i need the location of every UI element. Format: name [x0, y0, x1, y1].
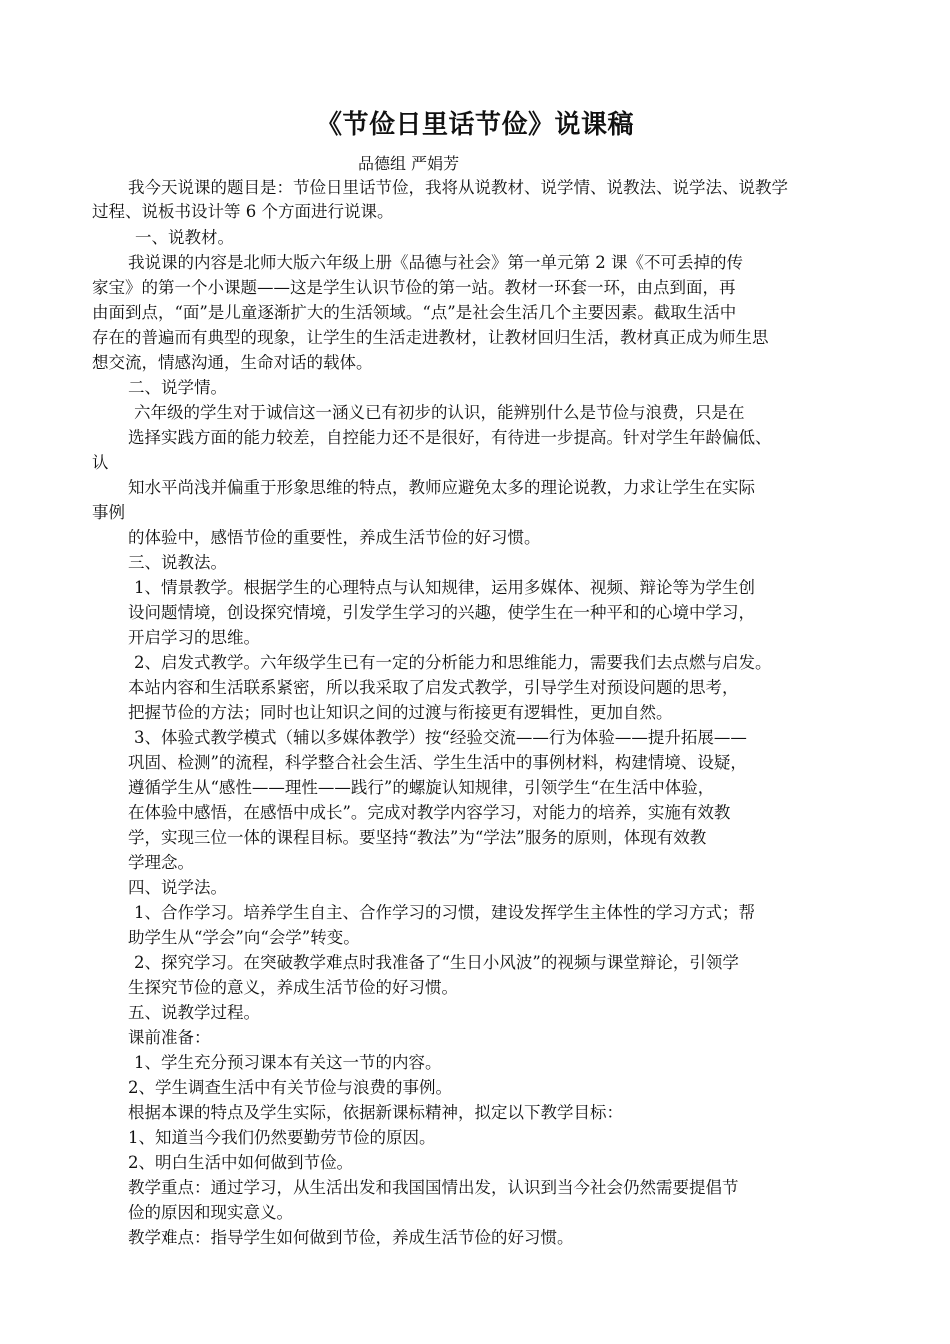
paragraph-line: 设问题情境，创设探究情境，引发学生学习的兴趣，使学生在一种平和的心境中学习，: [128, 603, 755, 622]
paragraph-line: 3、体验式教学模式（辅以多媒体教学）按“经验交流——行为体验——提升拓展——: [134, 728, 747, 747]
paragraph-line: 2、启发式教学。六年级学生已有一定的分析能力和思维能力，需要我们去点燃与启发。: [134, 653, 772, 672]
paragraph-line: 1、知道当今我们仍然要勤劳节俭的原因。: [128, 1128, 436, 1147]
paragraph-line: 学，实现三位一体的课程目标。要坚持“教法”为“学法”服务的原则，体现有效教: [128, 828, 707, 847]
paragraph-line: 的体验中，感悟节俭的重要性，养成生活节俭的好习惯。: [128, 528, 541, 547]
paragraph-line: 过程、说板书设计等 6 个方面进行说课。: [92, 202, 394, 221]
paragraph-line: 六年级的学生对于诚信这一涵义已有初步的认识，能辨别什么是节俭与浪费，只是在: [134, 403, 745, 422]
paragraph-line: 认: [92, 453, 109, 472]
paragraph-line: 助学生从“学会”向“会学”转变。: [128, 928, 360, 947]
paragraph-line: 2、明白生活中如何做到节俭。: [128, 1153, 353, 1172]
paragraph-line: 教学重点：通过学习，从生活出发和我国国情出发，认识到当今社会仍然需要提倡节: [128, 1178, 739, 1197]
paragraph-line: 在体验中感悟，在感悟中成长”。完成对教学内容学习，对能力的培养，实施有效教: [128, 803, 731, 822]
paragraph-line: 事例: [92, 503, 125, 522]
paragraph-line: 遵循学生从“感性——理性——践行”的螺旋认知规律，引领学生“在生活中体验，: [128, 778, 715, 797]
paragraph-line: 巩固、检测”的流程，科学整合社会生活、学生生活中的事例材料，构建情境、设疑，: [128, 753, 747, 772]
paragraph-line: 学理念。: [128, 853, 194, 872]
page-title: 《节俭日里话节俭》说课稿: [315, 110, 634, 140]
paragraph-line: 知水平尚浅并偏重于形象思维的特点，教师应避免太多的理论说教，力求让学生在实际: [128, 478, 755, 497]
section-heading: 三、说教法。: [128, 553, 227, 572]
paragraph-line: 我今天说课的题目是：节俭日里话节俭，我将从说教材、说学情、说教法、说学法、说教学: [128, 178, 788, 197]
paragraph-line: 我说课的内容是北师大版六年级上册《品德与社会》第一单元第 2 课《不可丢掉的传: [128, 253, 743, 272]
section-heading: 四、说学法。: [128, 878, 227, 897]
paragraph-line: 2、学生调查生活中有关节俭与浪费的事例。: [128, 1078, 452, 1097]
paragraph-line: 把握节俭的方法；同时也让知识之间的过渡与衔接更有逻辑性，更加自然。: [128, 703, 673, 722]
paragraph-line: 想交流，情感沟通，生命对话的载体。: [92, 353, 373, 372]
section-heading: 五、说教学过程。: [128, 1003, 260, 1022]
section-heading: 二、说学情。: [128, 378, 227, 397]
paragraph-line: 1、情景教学。根据学生的心理特点与认知规律，运用多媒体、视频、辩论等为学生创: [134, 578, 755, 597]
paragraph-line: 根据本课的特点及学生实际，依据新课标精神，拟定以下教学目标：: [128, 1103, 623, 1122]
paragraph-line: 教学难点：指导学生如何做到节俭，养成生活节俭的好习惯。: [128, 1228, 574, 1247]
paragraph-line: 2、探究学习。在突破教学难点时我准备了“生日小风波”的视频与课堂辩论，引领学: [134, 953, 739, 972]
paragraph-line: 生探究节俭的意义，养成生活节俭的好习惯。: [128, 978, 458, 997]
paragraph-line: 本站内容和生活联系紧密，所以我采取了启发式教学，引导学生对预设问题的思考，: [128, 678, 739, 697]
paragraph-line: 家宝》的第一个小课题——这是学生认识节俭的第一站。教材一环套一环，由点到面，再: [92, 278, 736, 297]
paragraph-line: 1、合作学习。培养学生自主、合作学习的习惯，建设发挥学生主体性的学习方式；帮: [134, 903, 755, 922]
paragraph-line: 1、学生充分预习课本有关这一节的内容。: [134, 1053, 442, 1072]
paragraph-line: 存在的普遍而有典型的现象，让学生的生活走进教材，让教材回归生活，教材真正成为师生思: [92, 328, 769, 347]
section-heading: 一、说教材。: [135, 228, 234, 247]
paragraph-line: 由面到点，“面”是儿童逐渐扩大的生活领域。“点”是社会生活几个主要因素。截取生活中: [92, 303, 737, 322]
paragraph-line: 选择实践方面的能力较差，自控能力还不是很好，有待进一步提高。针对学生年龄偏低、: [128, 428, 772, 447]
paragraph-line: 课前准备：: [128, 1028, 211, 1047]
author-line: 品德组 严娟芳: [358, 154, 460, 173]
paragraph-line: 俭的原因和现实意义。: [128, 1203, 293, 1222]
paragraph-line: 开启学习的思维。: [128, 628, 260, 647]
